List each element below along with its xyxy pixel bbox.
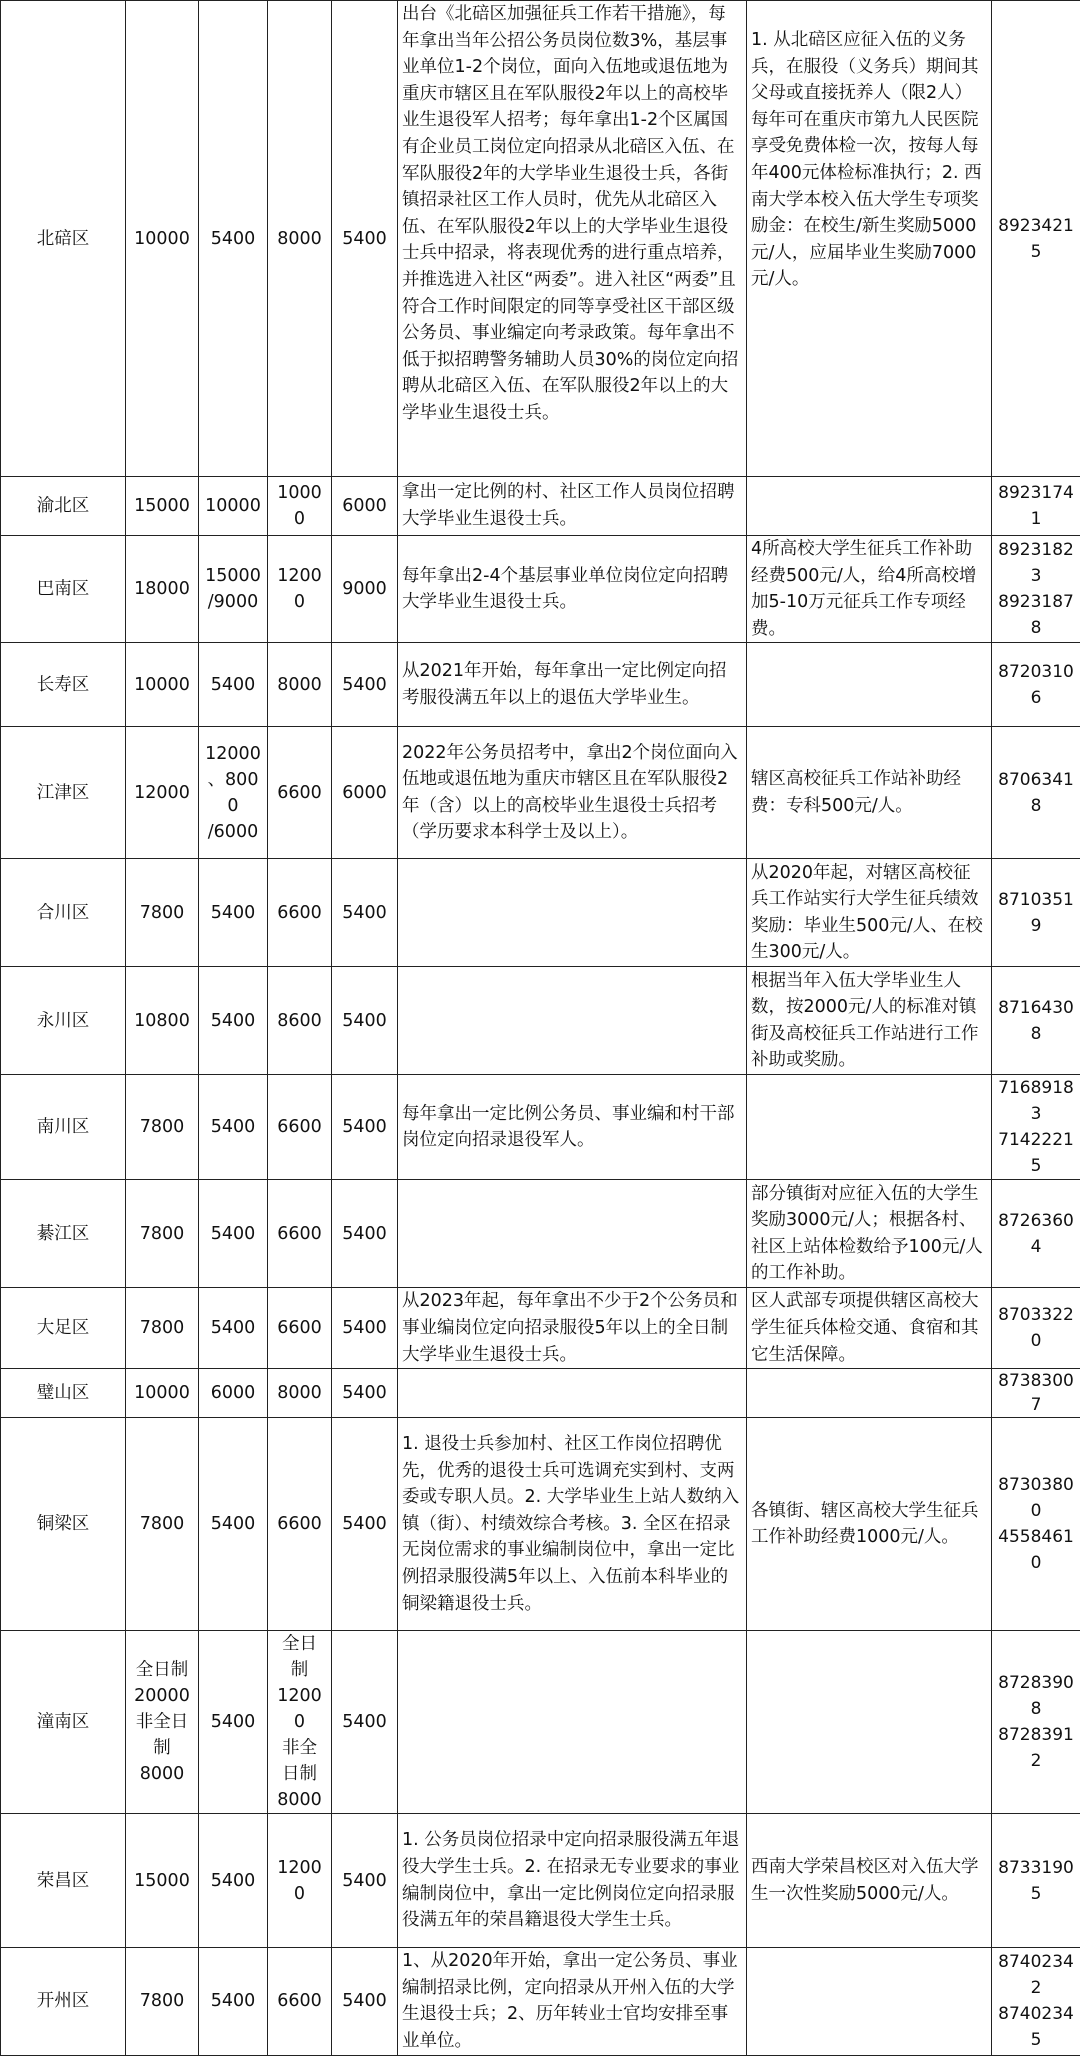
phone-number: 87383007 <box>992 1369 1080 1418</box>
cell-value: 7800 <box>126 1180 199 1288</box>
cell-value: 6000 <box>332 477 398 536</box>
support-text <box>747 1369 992 1418</box>
cell-value: 6600 <box>268 1075 332 1180</box>
cell-value: 5400 <box>332 1 398 477</box>
policy-text: 从2023年起，每年拿出不少于2个公务员和事业编岗位定向招录服役5年以上的全日制大学毕业生退役士兵。 <box>398 1288 747 1369</box>
cell-value: 6000 <box>199 1369 268 1418</box>
cell-value: 5400 <box>199 643 268 727</box>
table-row <box>1 1288 1080 1369</box>
phone-number: 89231823 89231878 <box>992 536 1080 643</box>
phone-number: 87164308 <box>992 967 1080 1075</box>
cell-value: 6600 <box>268 1418 332 1631</box>
policy-text: 1. 退役士兵参加村、社区工作岗位招聘优先，优秀的退役士兵可选调充实到村、支两委或专职人员。2. 大学毕业生上站人数纳入镇（街）、村绩效综合考核。3. 全区在招录无岗位需求的事业编制岗位中，拿出一定比例招录服役满5年以上、入伍前本科毕业的铜梁籍退役士兵。 <box>398 1418 747 1631</box>
table-row <box>1 1814 1080 1948</box>
cell-value: 5400 <box>332 1075 398 1180</box>
policy-text: 每年拿出一定比例公务员、事业编和村干部岗位定向招录退役军人。 <box>398 1075 747 1180</box>
district-name: 江津区 <box>1 727 126 859</box>
support-text <box>747 1075 992 1180</box>
policy-text <box>398 1631 747 1814</box>
policy-text <box>398 967 747 1075</box>
district-name: 开州区 <box>1 1948 126 2055</box>
cell-value: 10000 <box>268 477 332 536</box>
table-row <box>1 1418 1080 1631</box>
cell-value: 5400 <box>332 1418 398 1631</box>
cell-value: 6600 <box>268 1948 332 2055</box>
cell-value: 7800 <box>126 1948 199 2055</box>
support-text: 区人武部专项提供辖区高校大学生征兵体检交通、食宿和其它生活保障。 <box>747 1288 992 1369</box>
policy-text: 1. 公务员岗位招录中定向招录服役满五年退役大学生士兵。2. 在招录无专业要求的事业编制岗位中，拿出一定比例岗位定向招录服役满五年的荣昌籍退役大学生士兵。 <box>398 1814 747 1948</box>
support-text <box>747 1631 992 1814</box>
support-text: 根据当年入伍大学毕业生人数，按2000元/人的标准对镇街及高校征兵工作站进行工作补助或奖励。 <box>747 967 992 1075</box>
cell-value: 7800 <box>126 1418 199 1631</box>
table-row <box>1 1631 1080 1814</box>
support-text: 西南大学荣昌校区对入伍大学生一次性奖励5000元/人。 <box>747 1814 992 1948</box>
cell-value: 7800 <box>126 1075 199 1180</box>
table-row <box>1 1369 1080 1418</box>
district-name: 永川区 <box>1 967 126 1075</box>
phone-number: 87033220 <box>992 1288 1080 1369</box>
cell-value: 全日制 20000 非全日制 8000 <box>126 1631 199 1814</box>
support-text <box>747 1948 992 2055</box>
phone-number: 87203106 <box>992 643 1080 727</box>
phone-number: 87063418 <box>992 727 1080 859</box>
policy-text: 1、从2020年开始，拿出一定公务员、事业编制招录比例，定向招录从开州入伍的大学生退役士兵；2、历年转业士官均安排至事业单位。 <box>398 1948 747 2055</box>
cell-value: 5400 <box>199 1 268 477</box>
cell-value: 5400 <box>199 1075 268 1180</box>
district-name: 渝北区 <box>1 477 126 536</box>
cell-value: 5400 <box>199 1631 268 1814</box>
cell-value: 5400 <box>332 859 398 967</box>
phone-number: 87263604 <box>992 1180 1080 1288</box>
policy-text: 拿出一定比例的村、社区工作人员岗位招聘大学毕业生退役士兵。 <box>398 477 747 536</box>
cell-value: 18000 <box>126 536 199 643</box>
cell-value: 15000 <box>126 1814 199 1948</box>
cell-value: 12000 <box>268 1814 332 1948</box>
policy-text <box>398 859 747 967</box>
phone-number: 87103519 <box>992 859 1080 967</box>
district-name: 合川区 <box>1 859 126 967</box>
cell-value: 5400 <box>332 967 398 1075</box>
phone-number: 87303800 45584610 <box>992 1418 1080 1631</box>
cell-value: 6600 <box>268 1180 332 1288</box>
phone-number: 71689183 71422215 <box>992 1075 1080 1180</box>
table-row <box>1 967 1080 1075</box>
district-name: 长寿区 <box>1 643 126 727</box>
support-text: 辖区高校征兵工作站补助经费：专科500元/人。 <box>747 727 992 859</box>
support-text: 从2020年起，对辖区高校征兵工作站实行大学生征兵绩效奖励：毕业生500元/人、在校生300元/人。 <box>747 859 992 967</box>
district-name: 綦江区 <box>1 1180 126 1288</box>
policy-text: 2022年公务员招考中，拿出2个岗位面向入伍地或退伍地为重庆市辖区且在军队服役2年（含）以上的高校毕业生退役士兵招考（学历要求本科学士及以上）。 <box>398 727 747 859</box>
cell-value: 6600 <box>268 1288 332 1369</box>
policy-text: 从2021年开始，每年拿出一定比例定向招考服役满五年以上的退伍大学毕业生。 <box>398 643 747 727</box>
policy-text <box>398 1180 747 1288</box>
cell-value: 10000 <box>126 1369 199 1418</box>
cell-value: 15000 <box>126 477 199 536</box>
phone-number: 87402342 87402345 <box>992 1948 1080 2055</box>
table-row <box>1 536 1080 643</box>
table-row <box>1 643 1080 727</box>
table-row <box>1 1948 1080 2055</box>
cell-value: 12000 <box>126 727 199 859</box>
table-row <box>1 1075 1080 1180</box>
cell-value: 10000 <box>126 643 199 727</box>
cell-value: 5400 <box>332 1180 398 1288</box>
cell-value: 5400 <box>199 1814 268 1948</box>
district-name: 大足区 <box>1 1288 126 1369</box>
cell-value: 12000 、8000 /6000 <box>199 727 268 859</box>
cell-value: 8000 <box>268 1369 332 1418</box>
cell-value: 5400 <box>199 1180 268 1288</box>
district-name: 荣昌区 <box>1 1814 126 1948</box>
district-name: 铜梁区 <box>1 1418 126 1631</box>
cell-value: 5400 <box>199 1418 268 1631</box>
policy-text: 每年拿出2-4个基层事业单位岗位定向招聘大学毕业生退役士兵。 <box>398 536 747 643</box>
cell-value: 5400 <box>332 1369 398 1418</box>
cell-value: 10000 <box>199 477 268 536</box>
cell-value: 10800 <box>126 967 199 1075</box>
district-name: 北碚区 <box>1 1 126 477</box>
cell-value: 8000 <box>268 1 332 477</box>
cell-value: 全日 制 12000 非全 日制 8000 <box>268 1631 332 1814</box>
district-name: 巴南区 <box>1 536 126 643</box>
cell-value: 5400 <box>199 1288 268 1369</box>
support-text <box>747 477 992 536</box>
phone-number: 87331905 <box>992 1814 1080 1948</box>
cell-value: 6600 <box>268 859 332 967</box>
cell-value: 5400 <box>332 1814 398 1948</box>
cell-value: 12000 <box>268 536 332 643</box>
policy-text: 出台《北碚区加强征兵工作若干措施》，每年拿出当年公招公务员岗位数3%，基层事业单位1-2个岗位，面向入伍地或退伍地为重庆市辖区且在军队服役2年以上的高校毕业生退役军人招考；每年拿出1-2个区属国有企业员工岗位定向招录从北碚区入伍、在军队服役2年的大学毕业生退役士兵，各街镇招录社区工作人员时，优先从北碚区入伍、在军队服役2年以上的大学毕业生退役士兵中招录，将表现优秀的进行重点培养，并推选进入社区“两委”。进入社区“两委”且符合工作时间限定的同等享受社区干部区级公务员、事业编定向考录政策。每年拿出不低于拟招聘警务辅助人员30%的岗位定向招聘从北碚区入伍、在军队服役2年以上的大学毕业生退役士兵。 <box>398 1 747 477</box>
cell-value: 5400 <box>332 1288 398 1369</box>
cell-value: 8000 <box>268 643 332 727</box>
cell-value: 8600 <box>268 967 332 1075</box>
cell-value: 5400 <box>199 859 268 967</box>
policy-text <box>398 1369 747 1418</box>
cell-value: 5400 <box>332 1631 398 1814</box>
support-text: 1. 从北碚区应征入伍的义务兵，在服役（义务兵）期间其父母或直接抚养人（限2人）每年可在重庆市第九人民医院享受免费体检一次，按每人每年400元体检标准执行；2. 西南大学本校入伍大学生专项奖励金：在校生/新生奖励5000元/人，应届毕业生奖励7000元/人。 <box>747 1 992 477</box>
phone-number: 87283908 87283912 <box>992 1631 1080 1814</box>
cell-value: 5400 <box>199 967 268 1075</box>
cell-value: 5400 <box>332 1948 398 2055</box>
cell-value: 6600 <box>268 727 332 859</box>
support-text <box>747 643 992 727</box>
support-text: 4所高校大学生征兵工作补助经费500元/人，给4所高校增加5-10万元征兵工作专项经费。 <box>747 536 992 643</box>
district-name: 南川区 <box>1 1075 126 1180</box>
table-row <box>1 477 1080 536</box>
cell-value: 6000 <box>332 727 398 859</box>
cell-value: 9000 <box>332 536 398 643</box>
support-text: 部分镇街对应征入伍的大学生奖励3000元/人；根据各村、社区上站体检数给予100元/人的工作补助。 <box>747 1180 992 1288</box>
cell-value: 5400 <box>199 1948 268 2055</box>
table-row <box>1 727 1080 859</box>
district-name: 潼南区 <box>1 1631 126 1814</box>
cell-value: 7800 <box>126 1288 199 1369</box>
phone-number: 89234215 <box>992 1 1080 477</box>
cell-value: 15000 /9000 <box>199 536 268 643</box>
cell-value: 10000 <box>126 1 199 477</box>
support-text: 各镇街、辖区高校大学生征兵工作补助经费1000元/人。 <box>747 1418 992 1631</box>
cell-value: 7800 <box>126 859 199 967</box>
table-row <box>1 1 1080 477</box>
district-name: 璧山区 <box>1 1369 126 1418</box>
table-row <box>1 859 1080 967</box>
phone-number: 89231741 <box>992 477 1080 536</box>
table-row <box>1 1180 1080 1288</box>
cell-value: 5400 <box>332 643 398 727</box>
